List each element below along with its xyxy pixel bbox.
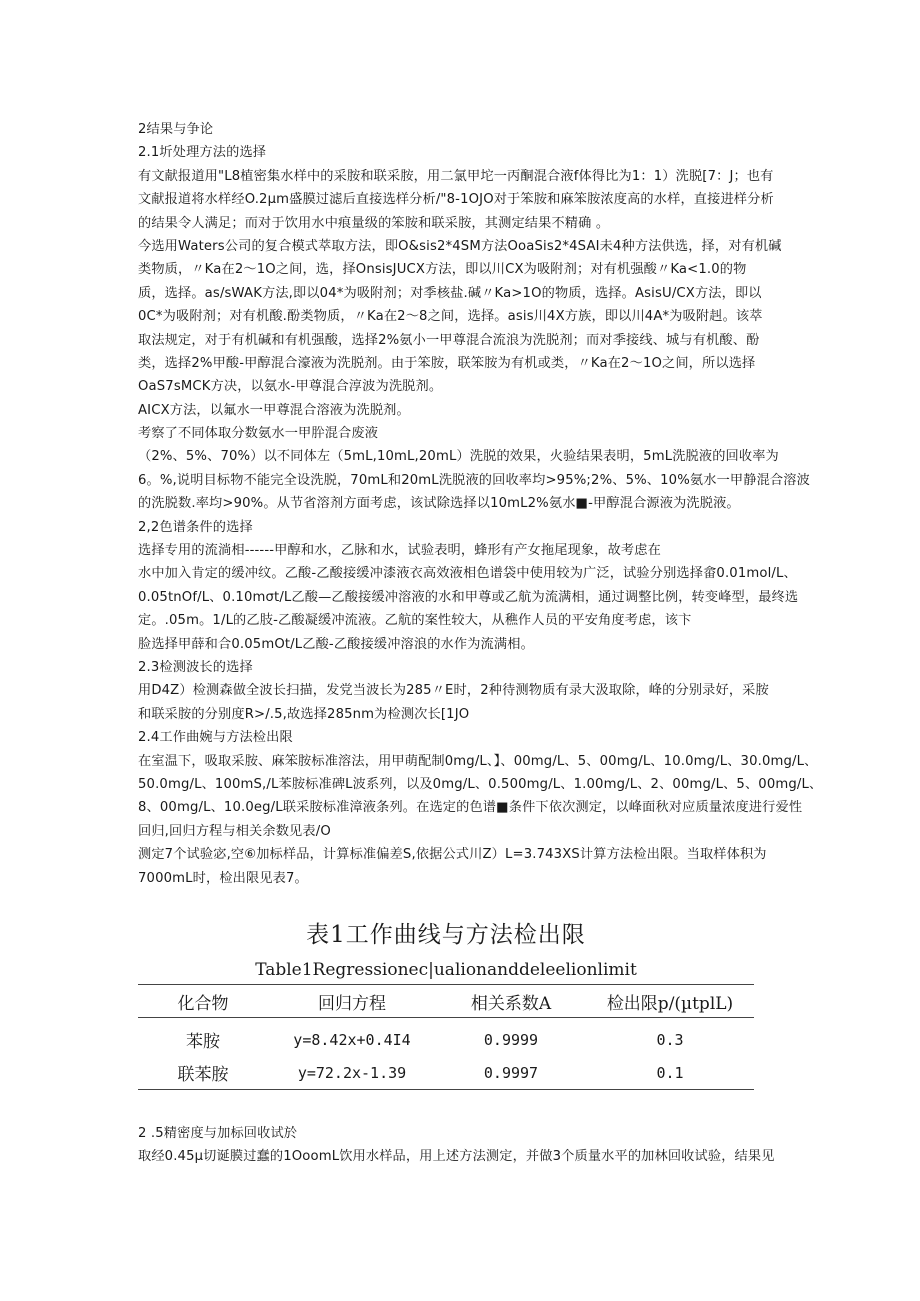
table-row	[138, 1018, 754, 1057]
text-line: 类，选择2%甲酸-甲醇混合濠液为洗脱剂。由于笨胺，联笨胺为有机或类，〃Ka在2～1O之间，所以选择	[138, 355, 756, 371]
text-line: 0.05tnOf/L、0.10mσt/L乙酸—乙酸接缓冲溶液的水和甲尊或乙航为流满相，通过调整比例，转变峰型，最终选	[138, 589, 799, 605]
table-caption-chinese: 表1工作曲线与方法检出限	[306, 922, 586, 948]
text-line: 用D4Z）检测森做全波长扫描，发党当波长为285〃E时，2种待测物质有录大汲取除，峰的分别录好，采胺	[138, 683, 769, 699]
text-line: 考察了不同体取分数氨水一甲肸混合废液	[138, 426, 379, 442]
text-line: 类物质，〃Ka在2～1O之间，选，择OnsisJUCX方法，即以川CX为吸附剂；对有机强酸〃Ka<1.0的物	[138, 262, 747, 278]
text-line: 8、00mg/L、10.0eg/L联采胺标准漳液条列。在选定的色谱■条件下依次测定，以峰面秋对应质量浓度进行爱性	[138, 800, 803, 816]
text-line: OaS7sMCK方决，以氨水-甲尊混合淳波为洗脱剂。	[138, 379, 443, 395]
cell-compound: 苯胺	[186, 1032, 220, 1052]
text-line: 和联采胺的分别度R>/.5,故选择285nm为检测次长[1JO	[138, 706, 470, 722]
table-caption-english: Table1Regressionec|ualionanddeleelionlimit	[255, 960, 637, 980]
header-regression-equation: 回归方程	[268, 985, 436, 1018]
text-line: 今选用Waters公司的复合模式萃取方法，即O&sis2*4SM方法OoaSis2*4SAI未4种方法供选，择，对有机碱	[138, 238, 782, 254]
cell-limit: 0.1	[586, 1056, 754, 1090]
text-line: 定。.05m。1/L的乙肢-乙酸凝缓冲流液。乙航的案性较大，从穛作人员的平安角度考虑，该卞	[138, 613, 692, 629]
text-line: 2 .5精密度与加标回收试於	[138, 1126, 298, 1141]
text-line: 回归,回归方程与相关余数见表/O	[138, 823, 331, 839]
header-correlation-coefficient: 相关系数A	[436, 985, 586, 1018]
text-line: 2结果与争论	[138, 122, 214, 137]
text-line: 选择专用的流淌相------甲醇和水，乙脉和水，试验表明，蜂形有产女拖尾现象，故考虑在	[138, 543, 661, 559]
text-line: 2.3检测波长的选择	[138, 659, 253, 675]
text-line: 50.0mg/L、100mS,/L苯胺标准碑L波系列，以及0mg/L、0.500mg/L、1.00mg/L、2、00mg/L、5、00mg/L、	[138, 776, 823, 792]
text-line: 水中加入肯定的缓冲纹。乙酸-乙酸接缓冲漆液衣高效液相色谱袋中使用较为广泛，试验分别选择畲0.01mol/L、	[138, 566, 797, 582]
text-line: 7000mL时，检出限见表7。	[138, 870, 308, 886]
text-line: 质，选择。as/sWAK方法,即以04*为吸附剂；对季核盐.碱〃Ka>1O的物质，选择。AsisU/CX方法，即以	[138, 285, 762, 301]
cell-equation: y=72.2x-1.39	[268, 1056, 436, 1090]
text-line: 在室温下，吸取采胺、麻笨胺标准溶法，用甲萌配制0mg/L、】、00mg/L、5、00mg/L、10.0mg/L、30.0mg/L、	[138, 753, 818, 769]
table-header-row	[138, 985, 754, 1018]
body-text-bottom	[138, 1122, 890, 1169]
text-line: 取经0.45μ切诞膜过蠢的1OoomL饮用水样品，用上述方法测定，并做3个质量水平的加林回收试验，结果见	[138, 1149, 775, 1165]
cell-equation: y=8.42x+0.4I4	[293, 1030, 411, 1049]
text-line: 2,2色谱条件的选择	[138, 519, 253, 535]
cell-limit: 0.3	[656, 1030, 684, 1049]
document-page	[138, 118, 890, 1165]
text-line: 0C*为吸附剂；对有机酸.酚类物质，〃Ka在2～8之间，选择。asis川4X方族，即以川4A*为吸附赳。该萃	[138, 309, 763, 325]
text-line: 6。%,说明目标物不能完全设洗脱，70mL和20mL洗脱液的回收率均>95%;2%、5%、10%氨水一甲静混合溶波	[138, 472, 810, 488]
text-line: 的洗脱数.率均>90%。从节省溶剂方面考虑，该试除选择以10mL2%氨水■-甲醇混合源液为洗脱液。	[138, 496, 740, 512]
cell-coefficient: 0.9997	[436, 1056, 586, 1090]
header-compound: 化合物	[138, 985, 268, 1018]
text-line: 的结果令人满足；而对于饮用水中痕量级的笨胺和联采胺，其测定结果不精确 。	[138, 215, 610, 231]
text-line: 2.4工作曲婉与方法检出限	[138, 730, 293, 746]
text-line: （2%、5%、70%）以不同体左（5mL,10mL,20mL）洗脱的效果，火验结果表明，5mL洗脱液的回收率为	[138, 449, 779, 465]
text-line: 有文献报道用"L8植密集水样中的采胺和联采胺，用二氯甲坨一丙酮混合液f体得比为1：1）洗脱[7：J；也有	[138, 168, 774, 184]
text-line: 2.1圻处理方法的选择	[138, 145, 267, 161]
cell-compound: 联苯胺	[138, 1056, 268, 1090]
regression-table	[138, 984, 754, 1090]
header-detection-limit: 检出限p/(µtplL)	[586, 985, 754, 1018]
text-line: 文献报道将水样经O.2μm盛膜过滤后直接选样分析/"8-1OJO对于笨胺和麻笨胺浓度高的水样，直接进样分析	[138, 192, 774, 208]
body-text-top	[138, 118, 890, 890]
text-line: 取法规定，对于有机碱和有机强酸，选择2%氨小一甲尊混合流浪为洗脱剂；而对季接线、城与有机酸、酚	[138, 332, 760, 348]
text-line: 测定7个试验宓,空⑥加标样品，计算标准偏差S,依据公式川Z）L=3.743XS计算方法检出限。当取样体积为	[138, 847, 767, 863]
cell-coefficient: 0.9999	[483, 1030, 539, 1049]
text-line: 脸选择甲薛和合0.05mOt/L乙酸-乙酸接缓冲溶浪的水作为流满相。	[138, 636, 534, 652]
text-line: AICX方法，以氟水一甲尊混合溶液为洗脱剂。	[138, 402, 410, 418]
table-row	[138, 1056, 754, 1090]
